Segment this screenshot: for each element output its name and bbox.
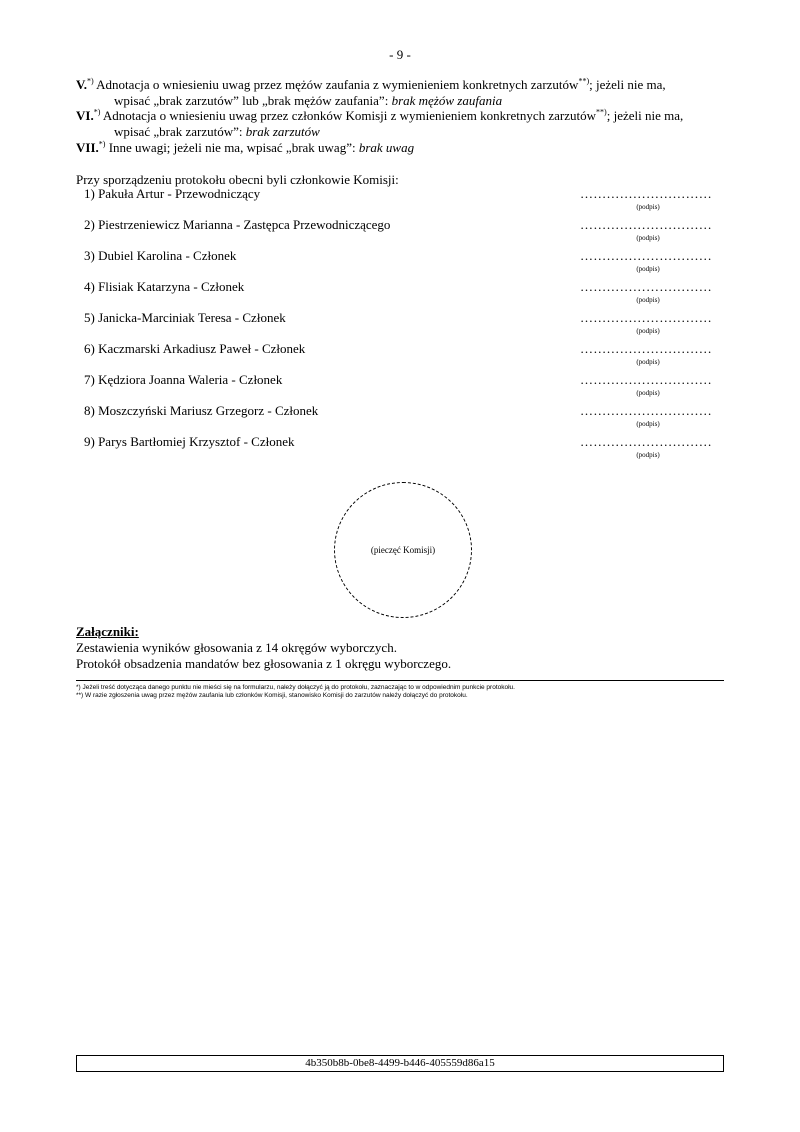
footnote: *) Jeżeli treść dotycząca danego punktu nie mieści się na formularzu, należy dołączyć ją do protokołu, zaznaczając to w odpowiednim punkcie protokołu. (76, 684, 515, 691)
member-row: 1) Pakuła Artur - Przewodniczący (84, 186, 261, 201)
footnote: **) W razie zgłoszenia uwag przez mężów zaufania lub członków Komisji, stanowisko Komisji do zarzutów należy dołączyć do protokołu. (76, 692, 468, 699)
footnote-mark: **) (578, 76, 590, 86)
section-vi-line2 (76, 124, 724, 140)
signature-line: ………………………… (580, 186, 712, 201)
footnote-divider (76, 680, 724, 681)
signature-line: ………………………… (580, 372, 712, 387)
signature-label: (podpis) (636, 451, 660, 459)
attachment-item: Protokół obsadzenia mandatów bez głosowania z 1 okręgu wyborczego. (76, 656, 452, 671)
section-v-answer: brak mężów zaufania (391, 93, 503, 108)
section-vi-line1 (76, 108, 724, 124)
section-v-numeral: V. (76, 77, 87, 92)
member-row: 6) Kaczmarski Arkadiusz Paweł - Członek (84, 341, 306, 356)
signature-label: (podpis) (636, 389, 660, 397)
signature-label: (podpis) (636, 265, 660, 273)
footnote-mark: **) (596, 107, 607, 117)
section-v-line2 (76, 93, 724, 109)
signature-label: (podpis) (636, 296, 660, 304)
footnote-mark: *) (86, 76, 94, 86)
signature-line: ………………………… (580, 248, 712, 263)
document-id-box: 4b350b8b-0be8-4499-b446-405559d86a15 (76, 1055, 724, 1072)
signature-label: (podpis) (636, 234, 660, 242)
section-vi-text: Adnotacja o wniesieniu uwag przez członków Komisji z wymienieniem konkretnych zarzutów (100, 108, 597, 123)
section-vii-line1 (76, 140, 724, 156)
member-row: 4) Flisiak Katarzyna - Członek (84, 279, 245, 294)
signature-label: (podpis) (636, 203, 660, 211)
footnote-mark: *) (98, 139, 106, 149)
section-vii-text: Inne uwagi; jeżeli nie ma, wpisać „brak uwag”: (105, 140, 359, 155)
signature-line: ………………………… (580, 217, 712, 232)
section-vi-text-end: ; jeżeli nie ma, (606, 108, 684, 123)
signature-line: ………………………… (580, 403, 712, 418)
signature-line: ………………………… (580, 341, 712, 356)
section-v (76, 77, 724, 109)
section-vi (76, 108, 724, 140)
page-number: - 9 - (389, 47, 411, 62)
member-row: 7) Kędziora Joanna Waleria - Członek (84, 372, 283, 387)
section-v-text-end: ; jeżeli nie ma, (589, 77, 666, 92)
footnote-mark: *) (93, 107, 101, 117)
section-vi-instruction: wpisać „brak zarzutów”: (114, 124, 246, 139)
members-intro: Przy sporządzeniu protokołu obecni byli członkowie Komisji: (76, 172, 399, 187)
attachment-item: Zestawienia wyników głosowania z 14 okręgów wyborczych. (76, 640, 397, 655)
signature-label: (podpis) (636, 420, 660, 428)
section-vii-answer: brak uwag (358, 140, 415, 155)
stamp-label: (pieczęć Komisji) (370, 545, 436, 555)
signature-line: ………………………… (580, 310, 712, 325)
member-row: 5) Janicka-Marciniak Teresa - Członek (84, 310, 286, 325)
member-row: 3) Dubiel Karolina - Członek (84, 248, 237, 263)
signature-label: (podpis) (636, 327, 660, 335)
section-v-text: Adnotacja o wniesieniu uwag przez mężów zaufania z wymienieniem konkretnych zarzutów (93, 77, 579, 92)
signature-line: ………………………… (580, 279, 712, 294)
section-vi-answer: brak zarzutów (245, 124, 320, 139)
signature-line: ………………………… (580, 434, 712, 449)
section-v-instruction: wpisać „brak zarzutów” lub „brak mężów zaufania”: (114, 93, 392, 108)
commission-stamp-placeholder (334, 482, 472, 618)
section-vii-numeral: VII. (76, 140, 99, 155)
section-vi-numeral: VI. (76, 108, 94, 123)
section-v-line1 (76, 77, 724, 93)
member-row: 9) Parys Bartłomiej Krzysztof - Członek (84, 434, 295, 449)
attachments-heading: Załączniki: (76, 624, 139, 639)
member-row: 8) Moszczyński Mariusz Grzegorz - Członek (84, 403, 319, 418)
member-row: 2) Piestrzeniewicz Marianna - Zastępca Przewodniczącego (84, 217, 391, 232)
section-vii (76, 140, 724, 156)
signature-label: (podpis) (636, 358, 660, 366)
